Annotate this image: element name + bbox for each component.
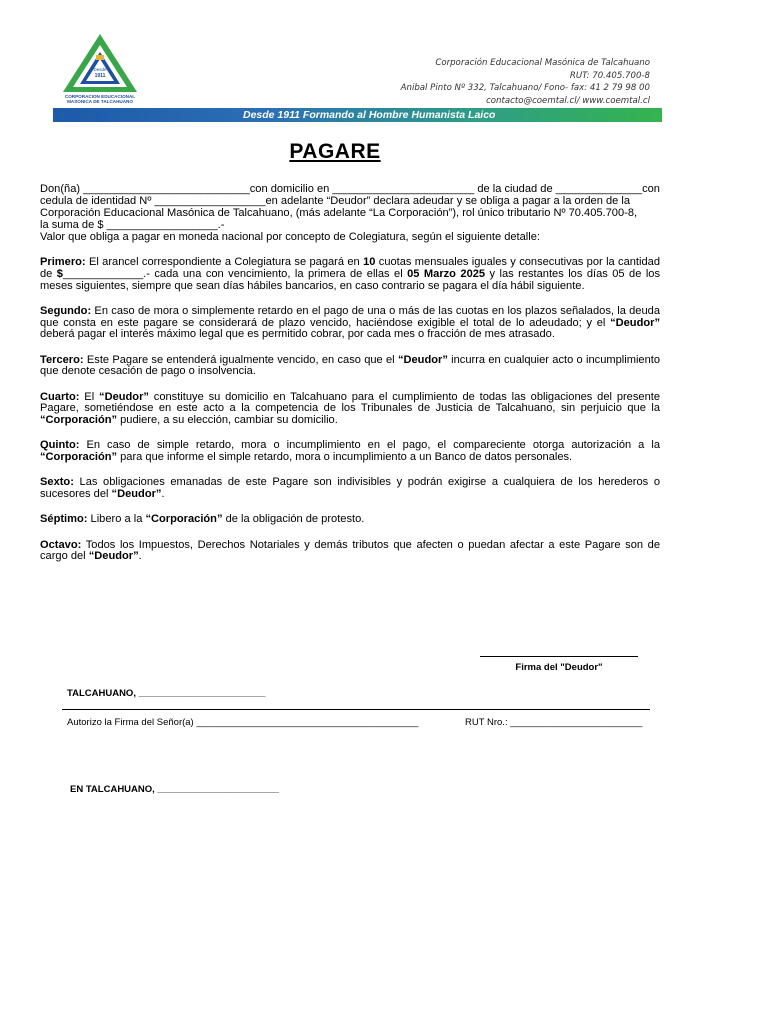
clause-label: Segundo: [40,304,92,317]
clause-text: de la obligación de protesto. [222,513,365,526]
clause-septimo [40,514,660,526]
clause-text: Este Pagare se entenderá igualmente vencido, en caso que el [83,353,398,366]
clause-label: Cuarto: [40,390,80,403]
org-address: Anibal Pinto Nº 332, Talcahuano/ Fono- fax: 41 2 79 98 00 [400,83,650,93]
talcahuano-date-line: TALCAHUANO, ________________________ [67,688,266,699]
clause-label: Tercero: [40,353,84,366]
logo-org-line2: MASONICA DE TALCAHUANO [67,99,133,104]
clause-text: En caso de simple retardo, mora o incumplimiento en el pago, el compareciente otorga autorización a la [79,439,660,452]
deudor-term: “Deudor” [111,488,162,501]
clause-text: pudiere, a su elección, cambiar su domicilio. [117,414,338,427]
org-name: Corporación Educacional Masónica de Talcahuano [435,58,650,68]
clause-text: _____________.- cada una con vencimiento, la primera de ellas el [62,267,408,280]
clause-text: incurra en cualquier acto o incumplimiento que denote cesación de pago o insolvencia. [40,353,660,378]
clause-quinto [40,440,660,464]
rut-line: RUT Nro.: _________________________ [465,717,643,728]
clause-text: En caso de mora o simplemente retardo en el pago de una o más de las cuotas en los plazos señalados, la deuda que consta en este pagare se considerará de plazo vencido, haciéndose exigible el total de lo adeudado; y el [40,304,660,329]
clause-label: Quinto: [40,439,80,452]
org-contact: contacto@coemtal.cl/ www.coemtal.cl [486,95,650,106]
clause-tercero [40,355,660,379]
clause-octavo [40,540,660,564]
clause-text: constituye su domicilio en Talcahuano para el cumplimiento de todas las obligaciones del presente Pagare, sometiéndose en este acto a la competencia de los Tribunales de Justicia de Talcahuano, sin perjuicio que la [40,390,660,415]
divider-line [62,709,650,710]
clause-text: . [138,550,142,563]
clause-text: Todos los Impuestos, Derechos Notariales y demás tributos que afecten o puedan afectar a este Pagare son de cargo del [40,538,660,563]
corporacion-term: “Corporación” [40,451,118,464]
intro-line-3: Corporación Educacional Masónica de Talcahuano, (más adelante “La Corporación”), rol único tributario Nº 70.405.700-8, [40,206,638,219]
clause-text: . [161,488,165,501]
clause-text: Libero a la [87,513,146,526]
org-rut: RUT: 70.405.700-8 [569,70,650,81]
intro-line-5: Valor que obliga a pagar en moneda nacional por concepto de Colegiatura, según el siguiente detalle: [40,230,540,243]
intro-line-2: cedula de identidad Nº __________________en adelante “Deudor” declara adeudar y se obliga a pagar a la orden de la [40,194,631,207]
clause-label: Séptimo: [40,513,88,526]
intro-paragraph [40,184,660,244]
document-body [40,184,660,577]
clause-label: Sexto: [40,476,74,489]
clause-text: para que informe el simple retardo, mora o incumplimiento a un Banco de datos personales. [117,451,573,464]
banner-text: Desde 1911 Formando al Hombre Humanista Laico [243,109,496,121]
clause-text: El [79,390,100,403]
header-banner [53,108,662,122]
clause-text: deberá pagar el interés máximo legal que es permitido cobrar, por cada mes o fracción de mes atrasado. [40,328,555,341]
organization-info [401,57,650,107]
intro-line-4: la suma de $ __________________.- [40,218,225,231]
clause-segundo [40,306,660,342]
deudor-term: “Deudor” [610,316,660,329]
logo-desde: Desde [93,67,107,72]
clause-label: Octavo: [40,538,82,551]
logo-org-line1: CORPORACION EDUCACIONAL [64,94,136,99]
signature-label: Firma del "Deudor" [515,662,603,673]
clause-text: El arancel correspondiente a Colegiatura se pagará en [85,255,364,268]
intro-line-1: Don(ña) ___________________________con domicilio en _______________________ de la ciudad de ______________con [40,183,660,195]
document-title: PAGARE [289,140,381,163]
coemtal-logo [60,32,140,106]
clause-cuarto [40,392,660,428]
clause-text: Las obligaciones emanadas de este Pagare son indivisibles y podrán exigirse a cualquiera de los herederos o sucesores del [40,476,660,501]
installments-count: 10 [363,255,376,268]
clause-text: y las restantes los días 05 de los meses siguientes, siempre que sean días hábiles bancarios, en caso contrario se pagara el día hábil siguiente. [40,267,660,292]
deudor-term: “Deudor” [99,390,149,403]
deudor-term: “Deudor” [397,353,448,366]
clause-label: Primero: [40,255,86,268]
deudor-term: “Deudor” [88,550,139,563]
dollar-sign: $ [56,267,63,280]
corporacion-term: “Corporación” [145,513,223,526]
corporacion-term: “Corporación” [40,414,118,427]
en-talcahuano-line: EN TALCAHUANO, _______________________ [70,784,279,795]
clause-sexto [40,477,660,501]
signature-line [480,656,638,657]
clause-primero [40,257,660,293]
authorize-signature-line: Autorizo la Firma del Señor(a) __________________________________________ [67,717,419,728]
logo-year: 1911 [94,73,106,79]
first-due-date: 05 Marzo 2025 [407,267,486,280]
clause-text: cuotas mensuales iguales y consecutivas por la cantidad de [40,255,660,280]
